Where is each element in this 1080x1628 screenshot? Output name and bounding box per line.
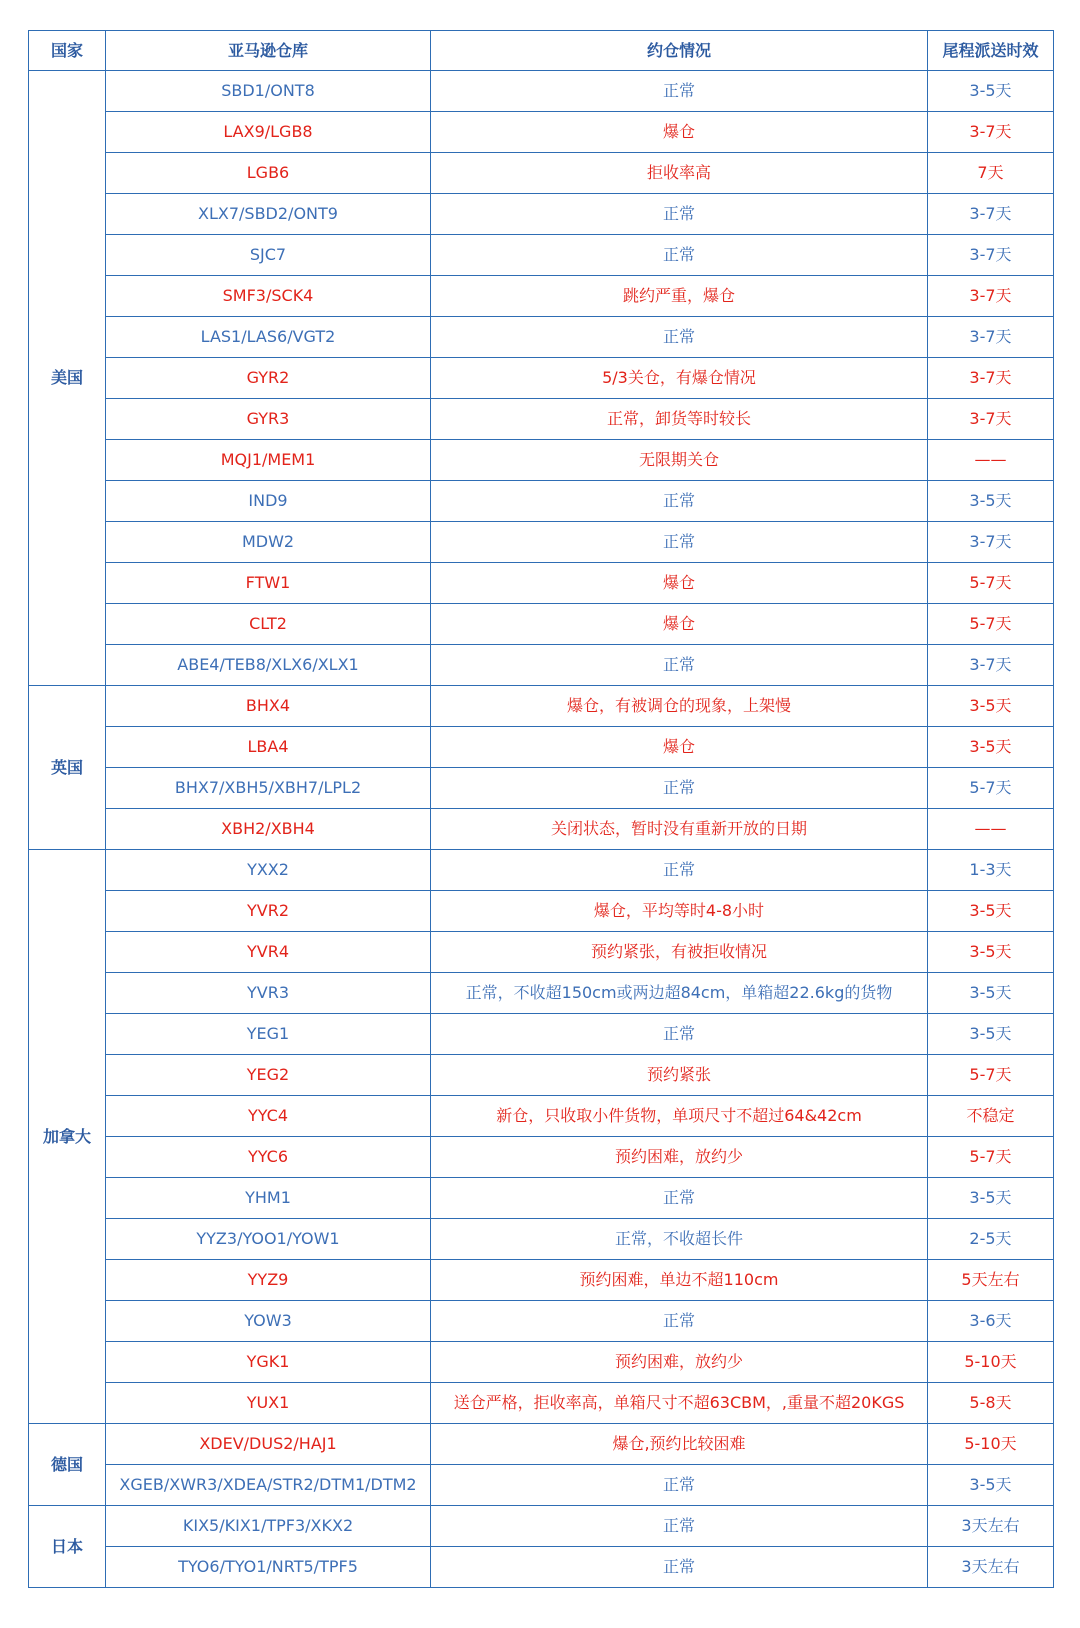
- delivery-time-cell: 3-7天: [928, 645, 1054, 686]
- table-row: [29, 358, 1054, 399]
- status-cell: 正常: [431, 1178, 928, 1219]
- country-cell: 加拿大: [29, 850, 106, 1424]
- status-cell: 正常: [431, 1301, 928, 1342]
- status-cell: 新仓，只收取小件货物，单项尺寸不超过64&42cm: [431, 1096, 928, 1137]
- delivery-time-cell: 3-5天: [928, 686, 1054, 727]
- table-row: [29, 1424, 1054, 1465]
- table-row: [29, 727, 1054, 768]
- table-row: [29, 440, 1054, 481]
- delivery-time-cell: 3-5天: [928, 727, 1054, 768]
- status-cell: 正常: [431, 1506, 928, 1547]
- table-row: [29, 112, 1054, 153]
- table-row: [29, 1014, 1054, 1055]
- status-cell: 爆仓，有被调仓的现象，上架慢: [431, 686, 928, 727]
- country-cell: 美国: [29, 71, 106, 686]
- delivery-time-cell: 3-6天: [928, 1301, 1054, 1342]
- warehouse-cell: KIX5/KIX1/TPF3/XKX2: [106, 1506, 431, 1547]
- warehouse-cell: SMF3/SCK4: [106, 276, 431, 317]
- table-row: [29, 604, 1054, 645]
- status-cell: 爆仓: [431, 112, 928, 153]
- delivery-time-cell: 5-7天: [928, 563, 1054, 604]
- status-cell: 正常: [431, 522, 928, 563]
- warehouse-cell: MQJ1/MEM1: [106, 440, 431, 481]
- table-row: [29, 481, 1054, 522]
- warehouse-table-container: [28, 30, 1053, 1588]
- warehouse-cell: XLX7/SBD2/ONT9: [106, 194, 431, 235]
- warehouse-cell: CLT2: [106, 604, 431, 645]
- status-cell: 正常: [431, 317, 928, 358]
- delivery-time-cell: 2-5天: [928, 1219, 1054, 1260]
- delivery-time-cell: 5-10天: [928, 1342, 1054, 1383]
- warehouse-cell: YOW3: [106, 1301, 431, 1342]
- country-cell: 英国: [29, 686, 106, 850]
- table-row: [29, 153, 1054, 194]
- table-row: [29, 563, 1054, 604]
- delivery-time-cell: 3-5天: [928, 932, 1054, 973]
- table-row: [29, 809, 1054, 850]
- warehouse-cell: LAS1/LAS6/VGT2: [106, 317, 431, 358]
- delivery-time-cell: 7天: [928, 153, 1054, 194]
- table-row: [29, 1178, 1054, 1219]
- warehouse-cell: GYR3: [106, 399, 431, 440]
- status-cell: 正常: [431, 71, 928, 112]
- warehouse-cell: GYR2: [106, 358, 431, 399]
- warehouse-cell: XBH2/XBH4: [106, 809, 431, 850]
- warehouse-cell: BHX7/XBH5/XBH7/LPL2: [106, 768, 431, 809]
- delivery-time-cell: 3-7天: [928, 276, 1054, 317]
- table-row: [29, 276, 1054, 317]
- header-country: 国家: [29, 31, 106, 71]
- table-row: [29, 891, 1054, 932]
- table-row: [29, 1465, 1054, 1506]
- status-cell: 正常: [431, 1465, 928, 1506]
- warehouse-cell: LBA4: [106, 727, 431, 768]
- table-row: [29, 317, 1054, 358]
- delivery-time-cell: 5-7天: [928, 604, 1054, 645]
- status-cell: 爆仓,预约比较困难: [431, 1424, 928, 1465]
- status-cell: 预约困难，放约少: [431, 1137, 928, 1178]
- status-cell: 预约困难，放约少: [431, 1342, 928, 1383]
- warehouse-cell: YVR4: [106, 932, 431, 973]
- table-row: [29, 194, 1054, 235]
- delivery-time-cell: ——: [928, 440, 1054, 481]
- status-cell: 跳约严重，爆仓: [431, 276, 928, 317]
- delivery-time-cell: 3-7天: [928, 112, 1054, 153]
- status-cell: 爆仓: [431, 604, 928, 645]
- delivery-time-cell: 1-3天: [928, 850, 1054, 891]
- delivery-time-cell: 3-5天: [928, 481, 1054, 522]
- status-cell: 正常: [431, 194, 928, 235]
- delivery-time-cell: 3-7天: [928, 194, 1054, 235]
- table-row: [29, 1096, 1054, 1137]
- table-header-row: [29, 31, 1054, 71]
- warehouse-cell: YVR2: [106, 891, 431, 932]
- warehouse-cell: SBD1/ONT8: [106, 71, 431, 112]
- delivery-time-cell: 3天左右: [928, 1506, 1054, 1547]
- delivery-time-cell: 3-7天: [928, 399, 1054, 440]
- table-row: [29, 645, 1054, 686]
- delivery-time-cell: ——: [928, 809, 1054, 850]
- status-cell: 正常: [431, 645, 928, 686]
- table-row: [29, 1506, 1054, 1547]
- header-warehouse: 亚马逊仓库: [106, 31, 431, 71]
- warehouse-cell: YXX2: [106, 850, 431, 891]
- status-cell: 爆仓: [431, 727, 928, 768]
- status-cell: 正常，不收超长件: [431, 1219, 928, 1260]
- delivery-time-cell: 不稳定: [928, 1096, 1054, 1137]
- warehouse-cell: YYC6: [106, 1137, 431, 1178]
- delivery-time-cell: 3-5天: [928, 1014, 1054, 1055]
- warehouse-cell: ABE4/TEB8/XLX6/XLX1: [106, 645, 431, 686]
- warehouse-cell: XGEB/XWR3/XDEA/STR2/DTM1/DTM2: [106, 1465, 431, 1506]
- status-cell: 正常: [431, 1014, 928, 1055]
- header-status: 约仓情况: [431, 31, 928, 71]
- table-row: [29, 973, 1054, 1014]
- table-row: [29, 686, 1054, 727]
- warehouse-status-table: [28, 30, 1054, 1588]
- table-body: [29, 71, 1054, 1588]
- warehouse-cell: YYZ3/YOO1/YOW1: [106, 1219, 431, 1260]
- status-cell: 5/3关仓，有爆仓情况: [431, 358, 928, 399]
- delivery-time-cell: 5-8天: [928, 1383, 1054, 1424]
- status-cell: 关闭状态，暂时没有重新开放的日期: [431, 809, 928, 850]
- delivery-time-cell: 3-5天: [928, 1178, 1054, 1219]
- delivery-time-cell: 3-7天: [928, 358, 1054, 399]
- delivery-time-cell: 5-7天: [928, 1055, 1054, 1096]
- table-row: [29, 522, 1054, 563]
- warehouse-cell: YVR3: [106, 973, 431, 1014]
- status-cell: 预约困难，单边不超110cm: [431, 1260, 928, 1301]
- delivery-time-cell: 5天左右: [928, 1260, 1054, 1301]
- status-cell: 正常: [431, 1547, 928, 1588]
- table-row: [29, 1301, 1054, 1342]
- status-cell: 拒收率高: [431, 153, 928, 194]
- warehouse-cell: IND9: [106, 481, 431, 522]
- status-cell: 正常: [431, 850, 928, 891]
- warehouse-cell: YHM1: [106, 1178, 431, 1219]
- warehouse-cell: BHX4: [106, 686, 431, 727]
- delivery-time-cell: 3-5天: [928, 891, 1054, 932]
- delivery-time-cell: 3-5天: [928, 973, 1054, 1014]
- warehouse-cell: MDW2: [106, 522, 431, 563]
- delivery-time-cell: 3-7天: [928, 235, 1054, 276]
- delivery-time-cell: 3-5天: [928, 71, 1054, 112]
- status-cell: 爆仓，平均等时4-8小时: [431, 891, 928, 932]
- table-row: [29, 1547, 1054, 1588]
- delivery-time-cell: 3-7天: [928, 317, 1054, 358]
- table-row: [29, 71, 1054, 112]
- table-row: [29, 850, 1054, 891]
- warehouse-cell: YUX1: [106, 1383, 431, 1424]
- status-cell: 正常，不收超150cm或两边超84cm，单箱超22.6kg的货物: [431, 973, 928, 1014]
- delivery-time-cell: 5-10天: [928, 1424, 1054, 1465]
- table-row: [29, 1055, 1054, 1096]
- header-delivery-time: 尾程派送时效: [928, 31, 1054, 71]
- warehouse-cell: SJC7: [106, 235, 431, 276]
- status-cell: 送仓严格，拒收率高，单箱尺寸不超63CBM，,重量不超20KGS: [431, 1383, 928, 1424]
- delivery-time-cell: 3-5天: [928, 1465, 1054, 1506]
- status-cell: 爆仓: [431, 563, 928, 604]
- status-cell: 无限期关仓: [431, 440, 928, 481]
- table-row: [29, 1260, 1054, 1301]
- table-row: [29, 399, 1054, 440]
- warehouse-cell: YYZ9: [106, 1260, 431, 1301]
- warehouse-cell: LGB6: [106, 153, 431, 194]
- warehouse-cell: YYC4: [106, 1096, 431, 1137]
- table-row: [29, 1342, 1054, 1383]
- table-row: [29, 1383, 1054, 1424]
- status-cell: 正常，卸货等时较长: [431, 399, 928, 440]
- delivery-time-cell: 3天左右: [928, 1547, 1054, 1588]
- delivery-time-cell: 5-7天: [928, 1137, 1054, 1178]
- status-cell: 正常: [431, 235, 928, 276]
- warehouse-cell: YGK1: [106, 1342, 431, 1383]
- country-cell: 德国: [29, 1424, 106, 1506]
- table-row: [29, 932, 1054, 973]
- status-cell: 正常: [431, 768, 928, 809]
- table-row: [29, 1219, 1054, 1260]
- warehouse-cell: YEG2: [106, 1055, 431, 1096]
- warehouse-cell: LAX9/LGB8: [106, 112, 431, 153]
- warehouse-cell: TYO6/TYO1/NRT5/TPF5: [106, 1547, 431, 1588]
- warehouse-cell: XDEV/DUS2/HAJ1: [106, 1424, 431, 1465]
- status-cell: 预约紧张，有被拒收情况: [431, 932, 928, 973]
- country-cell: 日本: [29, 1506, 106, 1588]
- delivery-time-cell: 3-7天: [928, 522, 1054, 563]
- status-cell: 预约紧张: [431, 1055, 928, 1096]
- delivery-time-cell: 5-7天: [928, 768, 1054, 809]
- warehouse-cell: FTW1: [106, 563, 431, 604]
- table-row: [29, 768, 1054, 809]
- status-cell: 正常: [431, 481, 928, 522]
- warehouse-cell: YEG1: [106, 1014, 431, 1055]
- table-row: [29, 235, 1054, 276]
- table-row: [29, 1137, 1054, 1178]
